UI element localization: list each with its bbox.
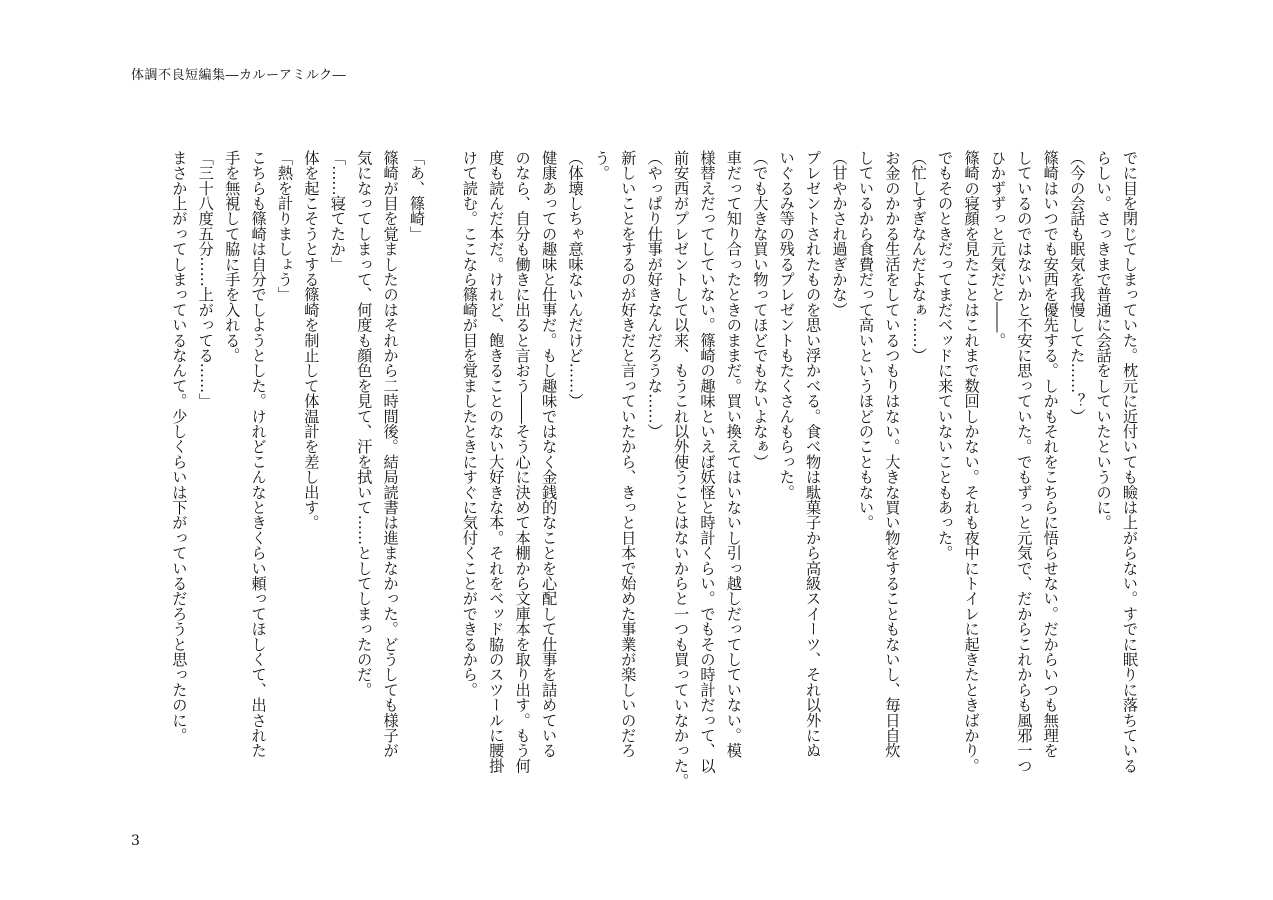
- text-line: （体壊しちゃ意味ないんだけど……）: [566, 150, 585, 409]
- text-line: 車だって知り合ったときのままだ。買い換えてはいないし引っ越しだってしていない。模: [724, 150, 743, 758]
- text-line: でもそのときだってまだベッドに来ていないこともあった。: [936, 150, 955, 561]
- text-line: 気になってしまって、何度も顔色を見て、汗を拭いて……としてしまったのだ。: [355, 150, 374, 698]
- text-line: けて読む。ここなら篠崎が目を覚ましたときにすぐに気付くことができるから。: [460, 150, 479, 698]
- text-line: 篠崎はいつでも安西を優先する。しかもそれをこちらに悟らせない。だからいつも無理を: [1041, 150, 1060, 758]
- text-line: いぐるみ等の残るプレゼントもたくさんもらった。: [777, 150, 796, 500]
- text-line: しているのではないかと不安に思っていた。でもずっと元気で、だからこれからも風邪一つ: [1015, 150, 1034, 774]
- text-line: う。: [592, 150, 611, 181]
- text-line: （でも大きな買い物ってほどでもないよなぁ）: [751, 150, 770, 470]
- page-header: 体調不良短編集―カルーアミルク―: [131, 68, 347, 83]
- text-line: のなら、自分も働きに出ると言おう――そう心に決めて本棚から文庫本を取り出す。もう何: [513, 150, 532, 774]
- text-line: 「熱を計りましょう」: [276, 150, 294, 302]
- text-line: 「……寝てたか」: [328, 150, 347, 272]
- text-line: （忙しすぎなんだよなぁ……）: [909, 150, 928, 363]
- text-line: 篠崎が目を覚ましたのはそれから二時間後。結局読書は進まなかった。どうしても様子が: [381, 150, 400, 758]
- text-line: 様替えだってしていない。篠崎の趣味といえば妖怪と時計くらい。でもその時計だって、以: [698, 150, 717, 774]
- text-line: らしい。さっきまで普通に会話をしていたというのに。: [1094, 150, 1113, 530]
- text-line: 「あ、篠崎」: [408, 150, 427, 242]
- text-line: 手を無視して脇に手を入れる。: [223, 150, 242, 363]
- text-line: プレゼントされたものを思い浮かべる。食べ物は駄菓子から高級スイーツ、それ以外にぬ: [804, 150, 823, 758]
- vertical-body-text: [166, 150, 1143, 790]
- text-line: 篠崎の寝顔を見たことはこれまで数回しかない。それも夜中にトイレに起きたときばかり。: [962, 150, 981, 774]
- text-line: 健康あっての趣味と仕事だ。もし趣味ではなく金銭的なことを心配して仕事を詰めている: [540, 150, 559, 758]
- page-number: 3: [131, 833, 140, 849]
- text-line: まさか上がってしまっているなんて。少しくらいは下がっているだろうと思ったのに。: [170, 150, 189, 743]
- text-line: 「三十八度五分……上がってる……」: [196, 150, 215, 409]
- text-line: しているから食費だって高いというほどのこともない。: [856, 150, 875, 530]
- text-line: 新しいことをするのが好きだと言っていたから、きっと日本で始めた事業が楽しいのだろ: [619, 150, 638, 758]
- text-line: こちらも篠崎は自分でしようとした。けれどこんなときくらい頼ってほしくて、出された: [249, 150, 268, 758]
- text-line: でに目を閉じてしまっていた。枕元に近付いても瞼は上がらない。すでに眠りに落ちている: [1121, 150, 1139, 774]
- text-line: ひかずずっと元気だと――。: [988, 150, 1007, 348]
- text-line: （やっぱり仕事が好きなんだろうな……）: [645, 150, 664, 439]
- text-line: （甘やかされ過ぎかな）: [830, 150, 849, 318]
- text-line: 前安西がプレゼントして以来、もうこれ以外使うことはないからと一つも買っていなかった。: [672, 150, 691, 789]
- text-line: お金のかかる生活をしているつもりはない。大きな買い物をすることもないし、毎日自炊: [883, 150, 902, 758]
- text-line: [430, 150, 456, 790]
- text-line: （今の会話も眠気を我慢してた……？）: [1068, 150, 1087, 424]
- text-line: 度も読んだ本だ。けれど、飽きることのない大好きな本。それをベッド脇のスツールに腰掛: [487, 150, 506, 774]
- text-line: 体を起こそうとする篠崎を制止して体温計を差し出す。: [302, 150, 321, 530]
